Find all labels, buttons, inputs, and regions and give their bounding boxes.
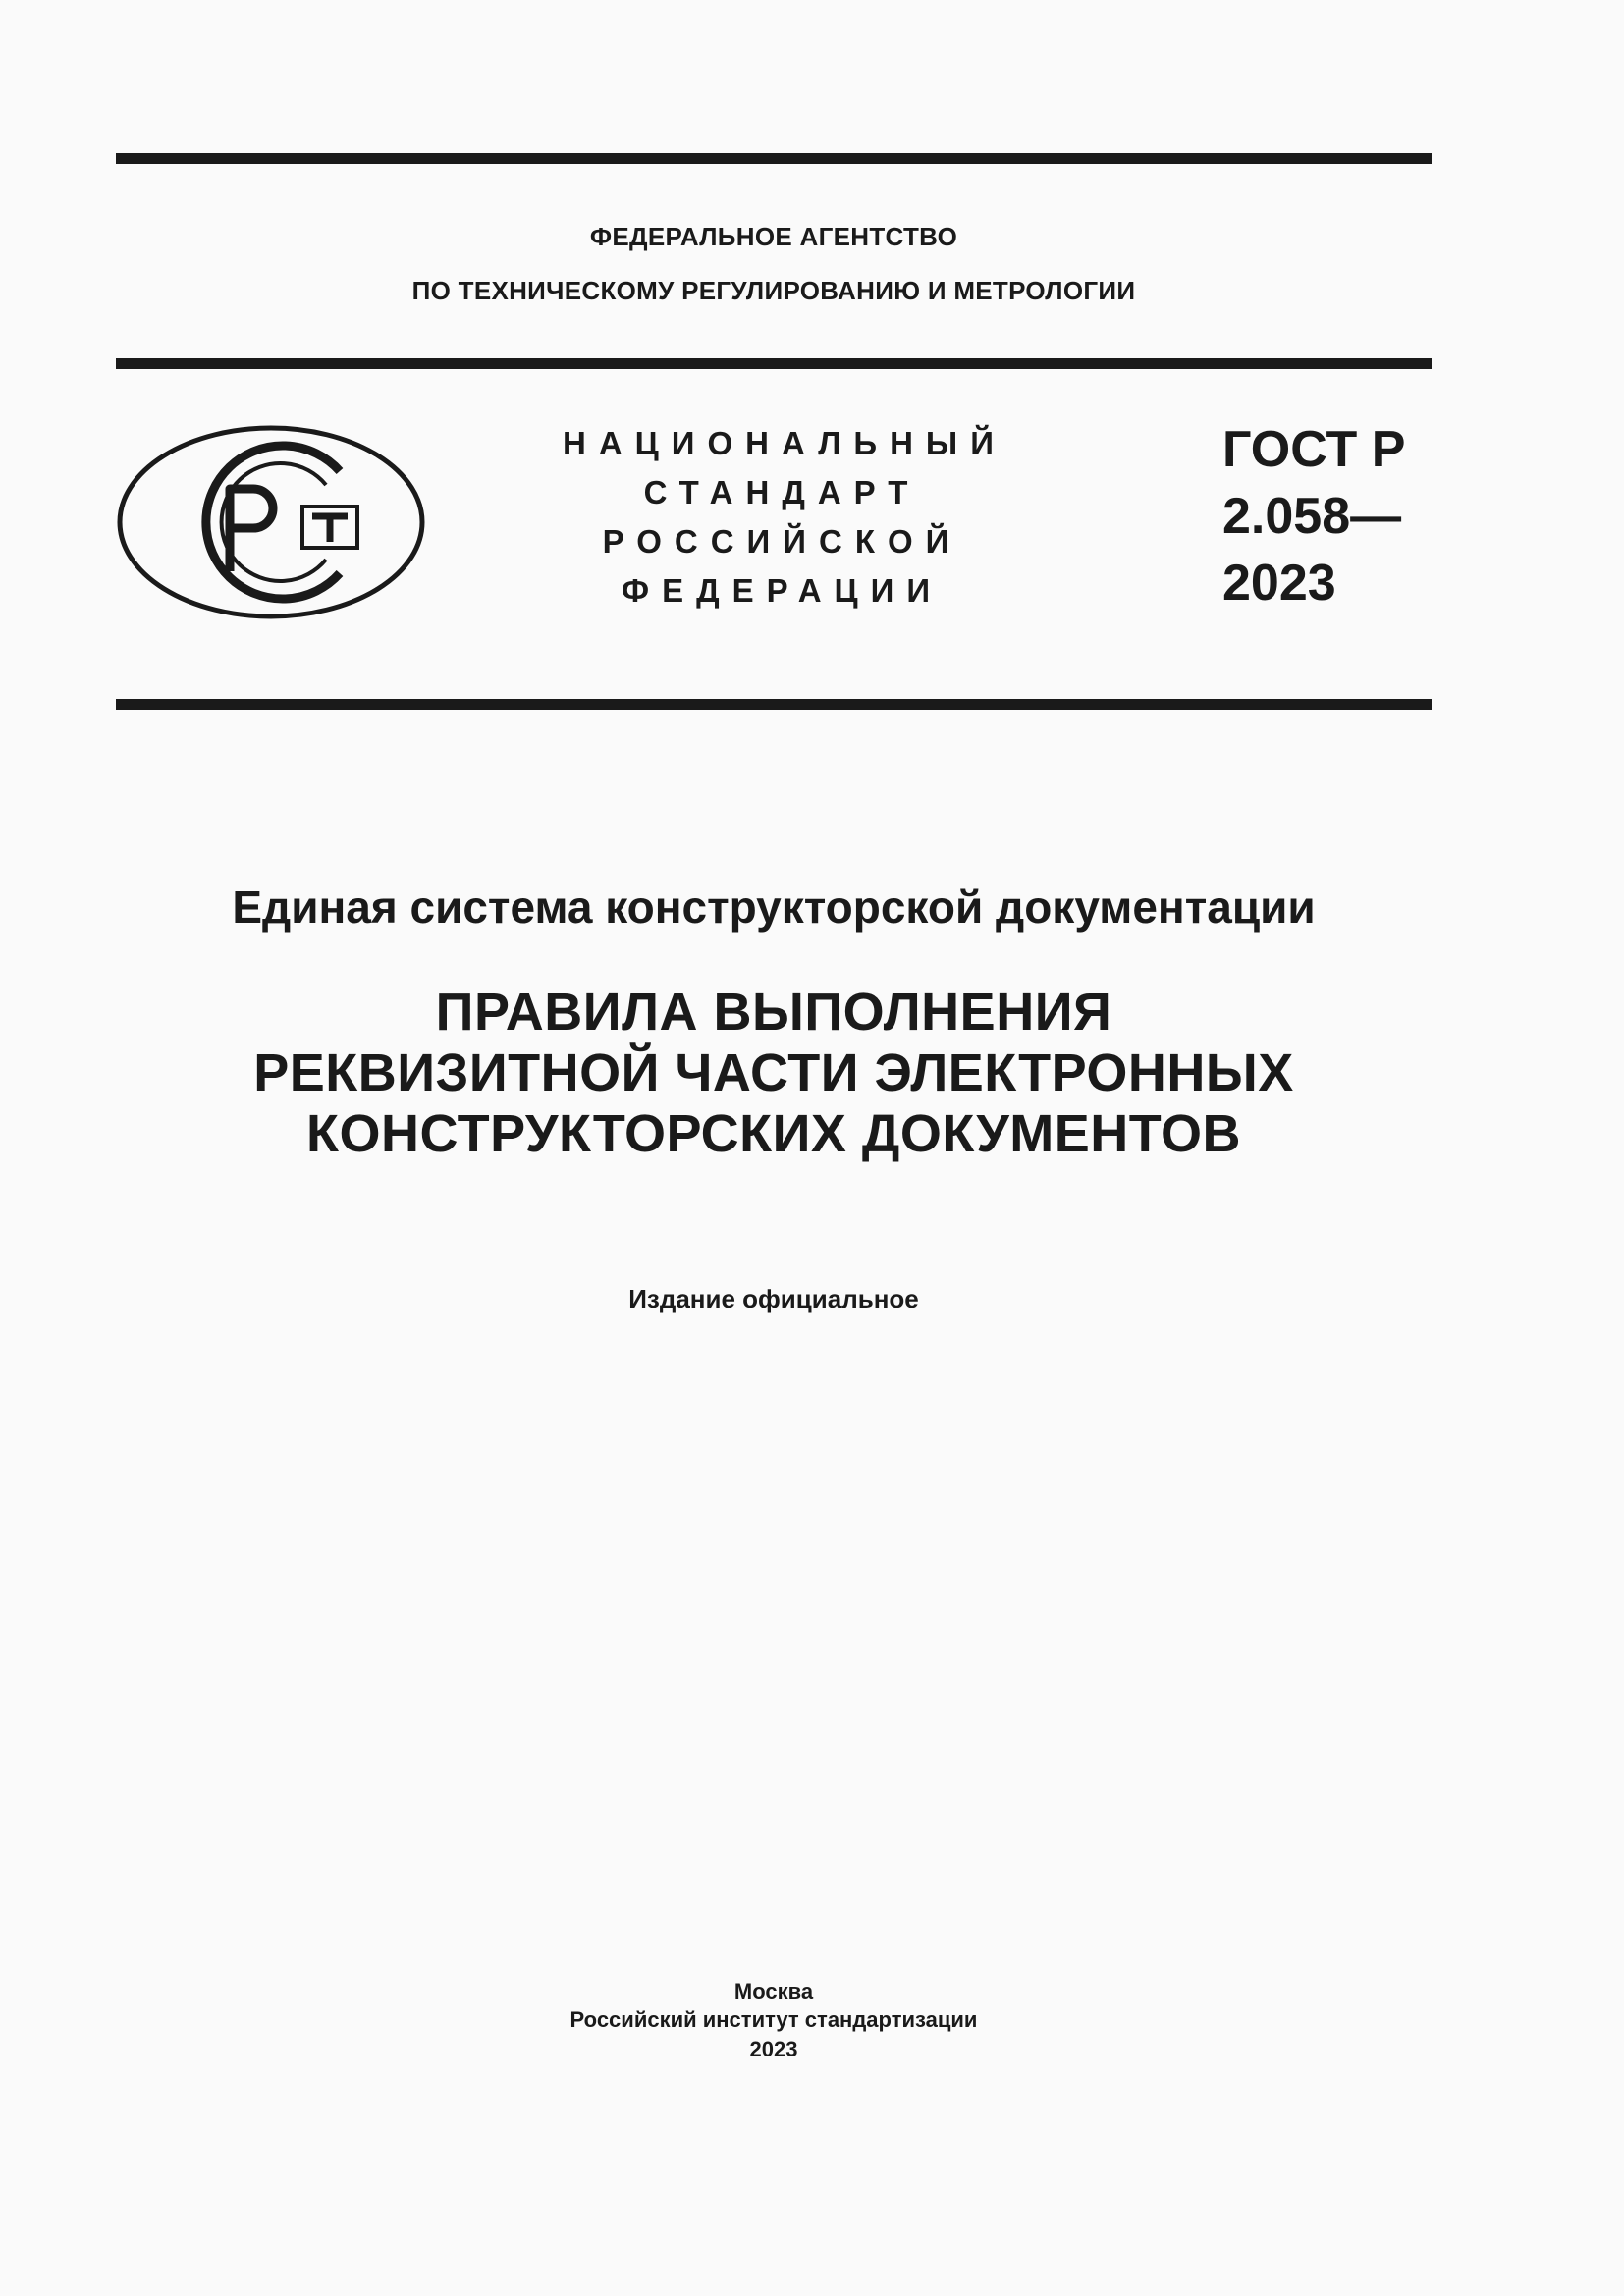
header-bottom-divider <box>116 699 1432 710</box>
standard-designation-line-3: 2023 <box>1222 555 1336 612</box>
standard-type-line-1: НАЦИОНАЛЬНЫЙ <box>563 425 1006 461</box>
document-title-line-1: ПРАВИЛА ВЫПОЛНЕНИЯ <box>435 983 1112 1041</box>
standard-designation-line-1: ГОСТ Р <box>1222 421 1406 478</box>
document-title-line-2: РЕКВИЗИТНОЙ ЧАСТИ ЭЛЕКТРОННЫХ <box>253 1043 1294 1102</box>
imprint-city: Москва <box>733 1979 814 2003</box>
top-divider <box>116 153 1432 164</box>
rst-certification-logo-icon <box>116 424 426 620</box>
agency-name-line-2: ПО ТЕХНИЧЕСКОМУ РЕГУЛИРОВАНИЮ И МЕТРОЛОГИИ <box>411 276 1136 305</box>
agency-name-line-1: ФЕДЕРАЛЬНОЕ АГЕНТСТВО <box>589 222 958 251</box>
edition-note: Издание официальное <box>628 1284 919 1313</box>
series-title: Единая система конструкторской документации <box>232 881 1316 933</box>
imprint-year: 2023 <box>749 2037 798 2061</box>
header-divider <box>116 358 1432 369</box>
standard-type-line-4: ФЕДЕРАЦИИ <box>621 572 944 609</box>
imprint-publisher: Российский институт стандартизации <box>569 2007 978 2032</box>
document-title-line-3: КОНСТРУКТОРСКИХ ДОКУМЕНТОВ <box>306 1104 1241 1163</box>
standard-designation-line-2: 2.058— <box>1222 488 1402 545</box>
standard-type-line-3: РОССИЙСКОЙ <box>602 523 962 560</box>
standard-type-line-2: СТАНДАРТ <box>643 474 921 510</box>
